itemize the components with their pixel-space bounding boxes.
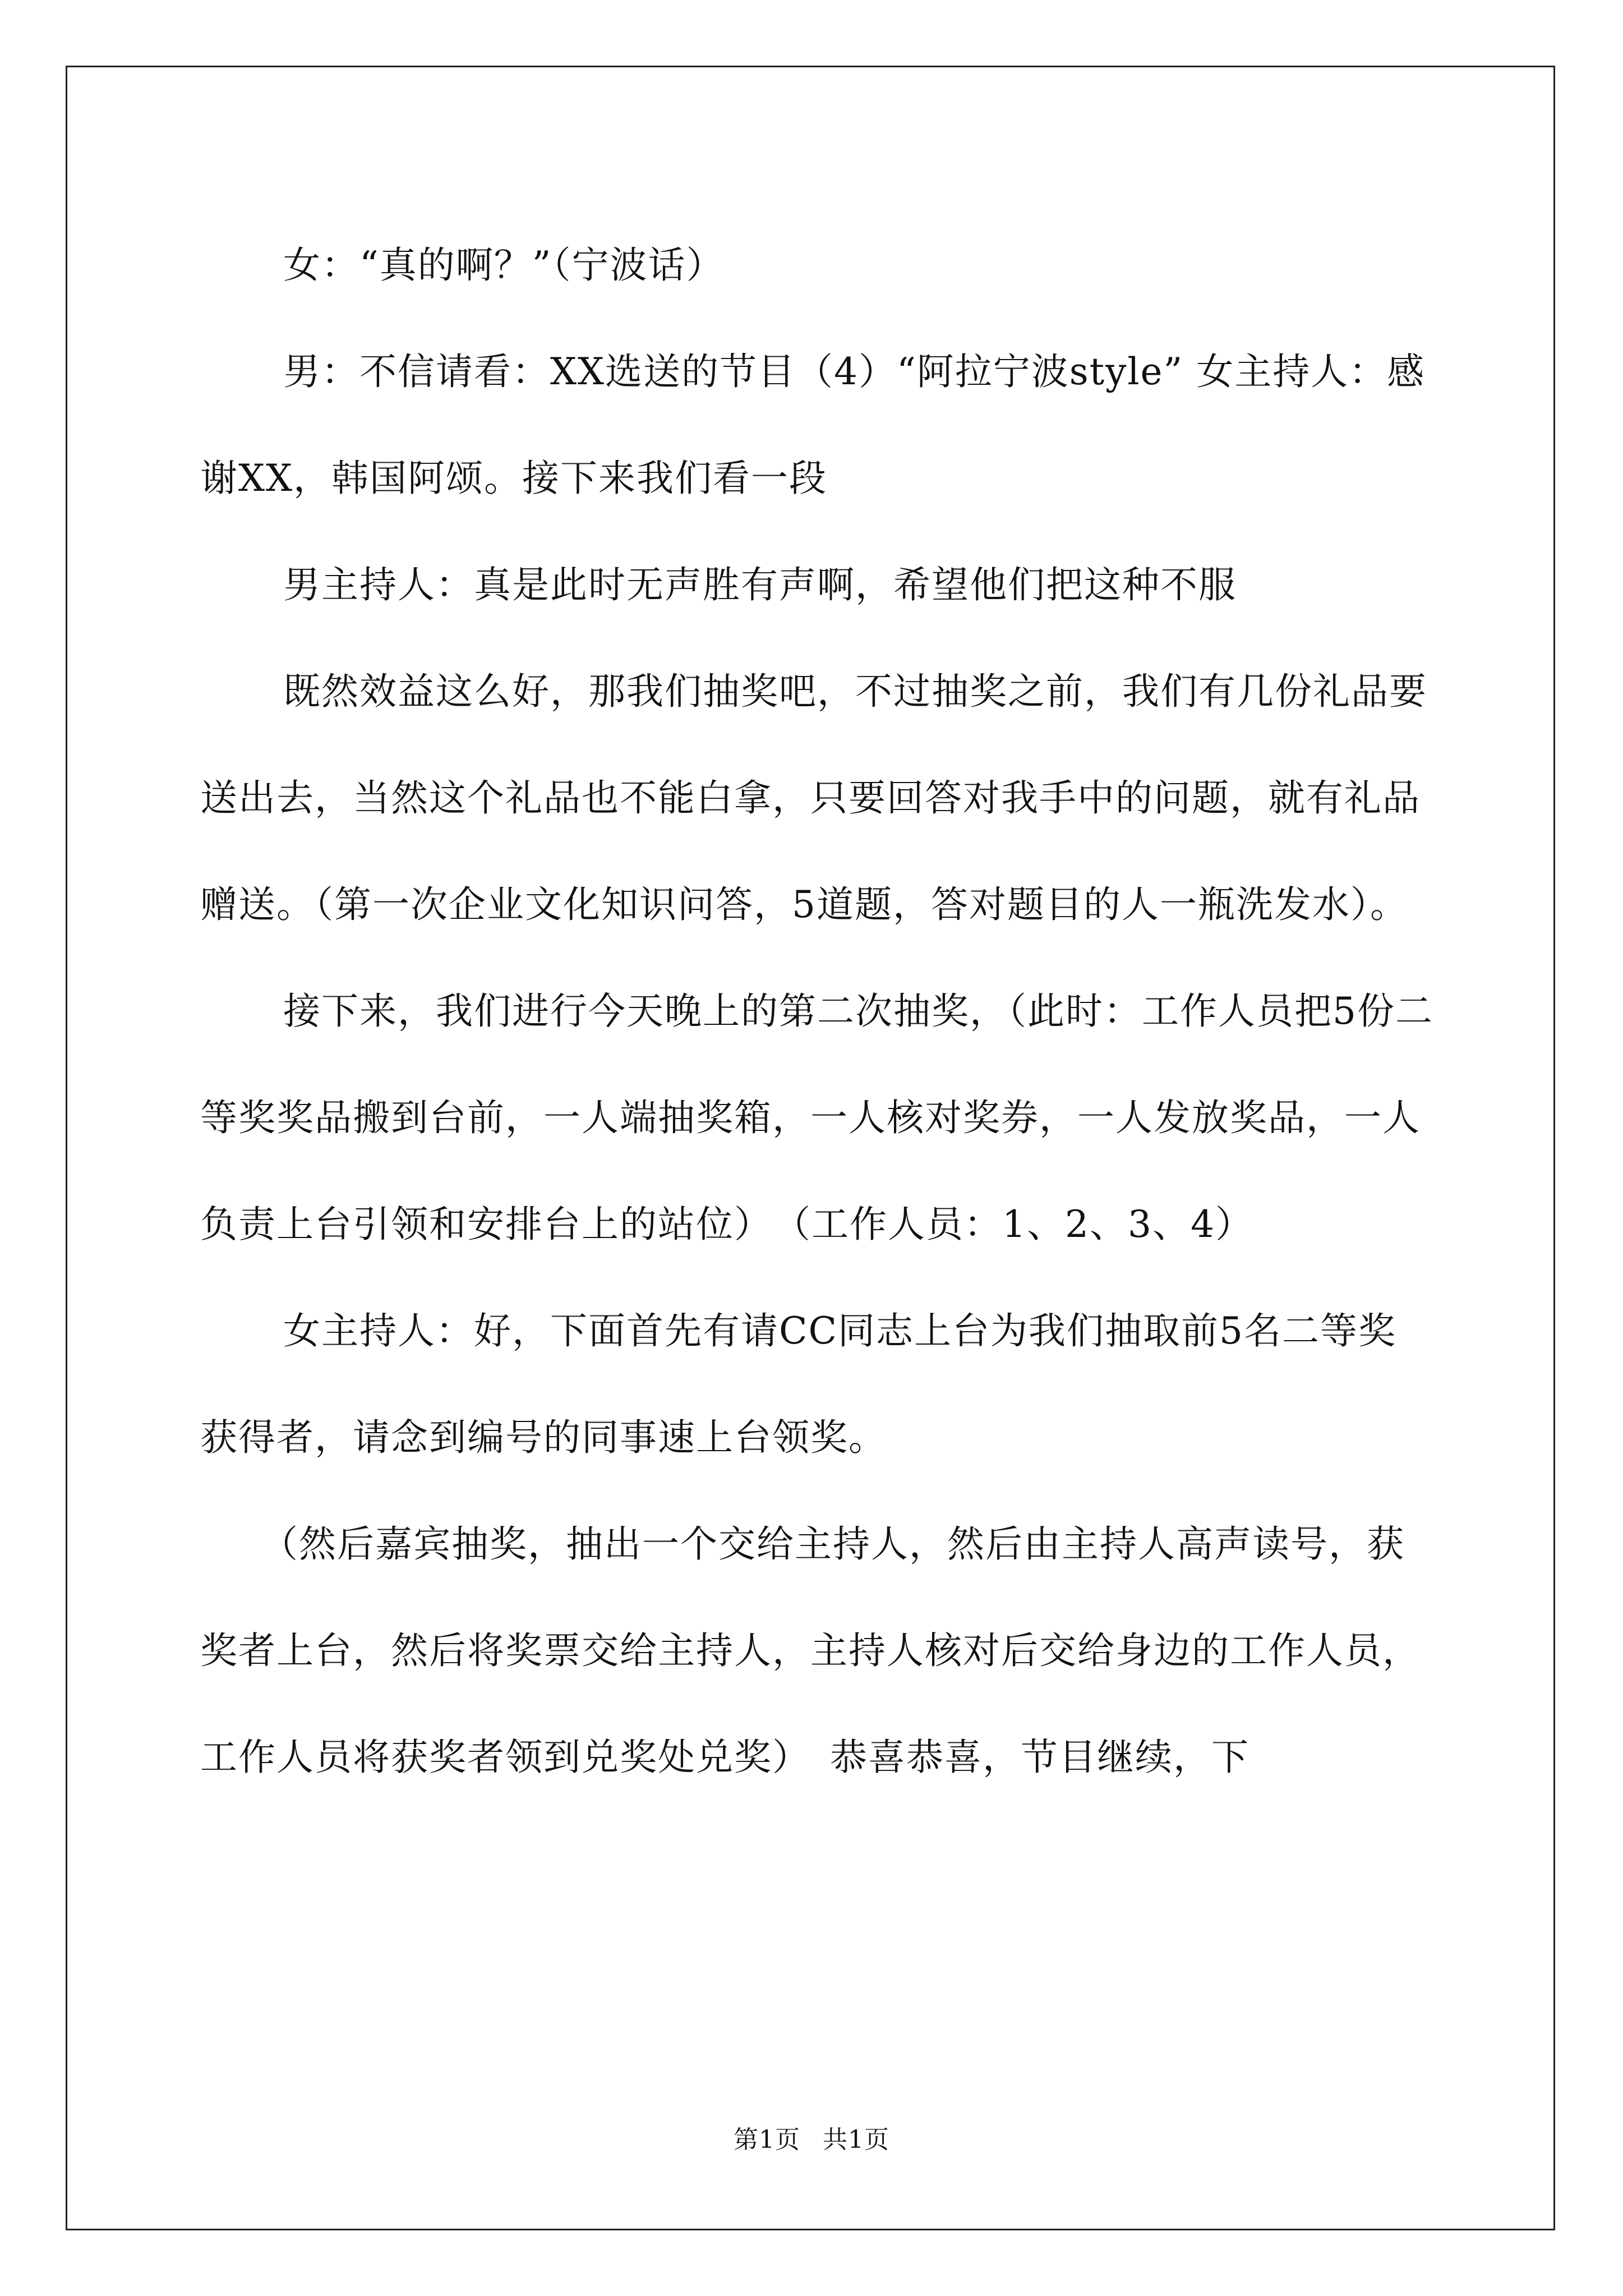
paragraph-3: 男主持人：真是此时无声胜有声啊，希望他们把这种不服 bbox=[283, 563, 1237, 606]
page-number-total: 共1页 bbox=[823, 2125, 889, 2154]
paragraph-5: 接下来，我们进行今天晚上的第二次抽奖，（此时：工作人员把5份二等奖奖品搬到台前，一人端抽奖箱，一人核对奖券，一人发放奖品，一人负责上台引领和安排台上的站位） （工作人员：1、2、3、4） bbox=[200, 990, 1433, 1246]
page-footer bbox=[0, 2119, 1623, 2155]
document-body bbox=[200, 212, 1434, 1811]
paragraph-6: 女主持人：好，下面首先有请CC同志上台为我们抽取前5名二等奖获得者，请念到编号的同事速上台领奖。 bbox=[200, 1309, 1396, 1459]
page-number-current: 第1页 bbox=[734, 2125, 800, 2154]
paragraph-1: 女：“真的啊？”（宁波话） bbox=[283, 243, 725, 287]
paragraph-7: （然后嘉宾抽奖，抽出一个交给主持人，然后由主持人高声读号，获奖者上台，然后将奖票交给主持人，主持人核对后交给身边的工作人员，工作人员将获奖者领到兑奖处兑奖） 恭喜恭喜，节目继续，下 bbox=[200, 1522, 1421, 1779]
paragraph-4: 既然效益这么好，那我们抽奖吧，不过抽奖之前，我们有几份礼品要送出去，当然这个礼品也不能白拿，只要回答对我手中的问题，就有礼品赠送。（第一次企业文化知识问答，5道题，答对题目的人一瓶洗发水）。 bbox=[200, 670, 1427, 926]
paragraph-2: 男：不信请看：XX选送的节目（4）“阿拉宁波style” 女主持人：感谢XX，韩国阿颂。接下来我们看一段 bbox=[200, 350, 1426, 500]
